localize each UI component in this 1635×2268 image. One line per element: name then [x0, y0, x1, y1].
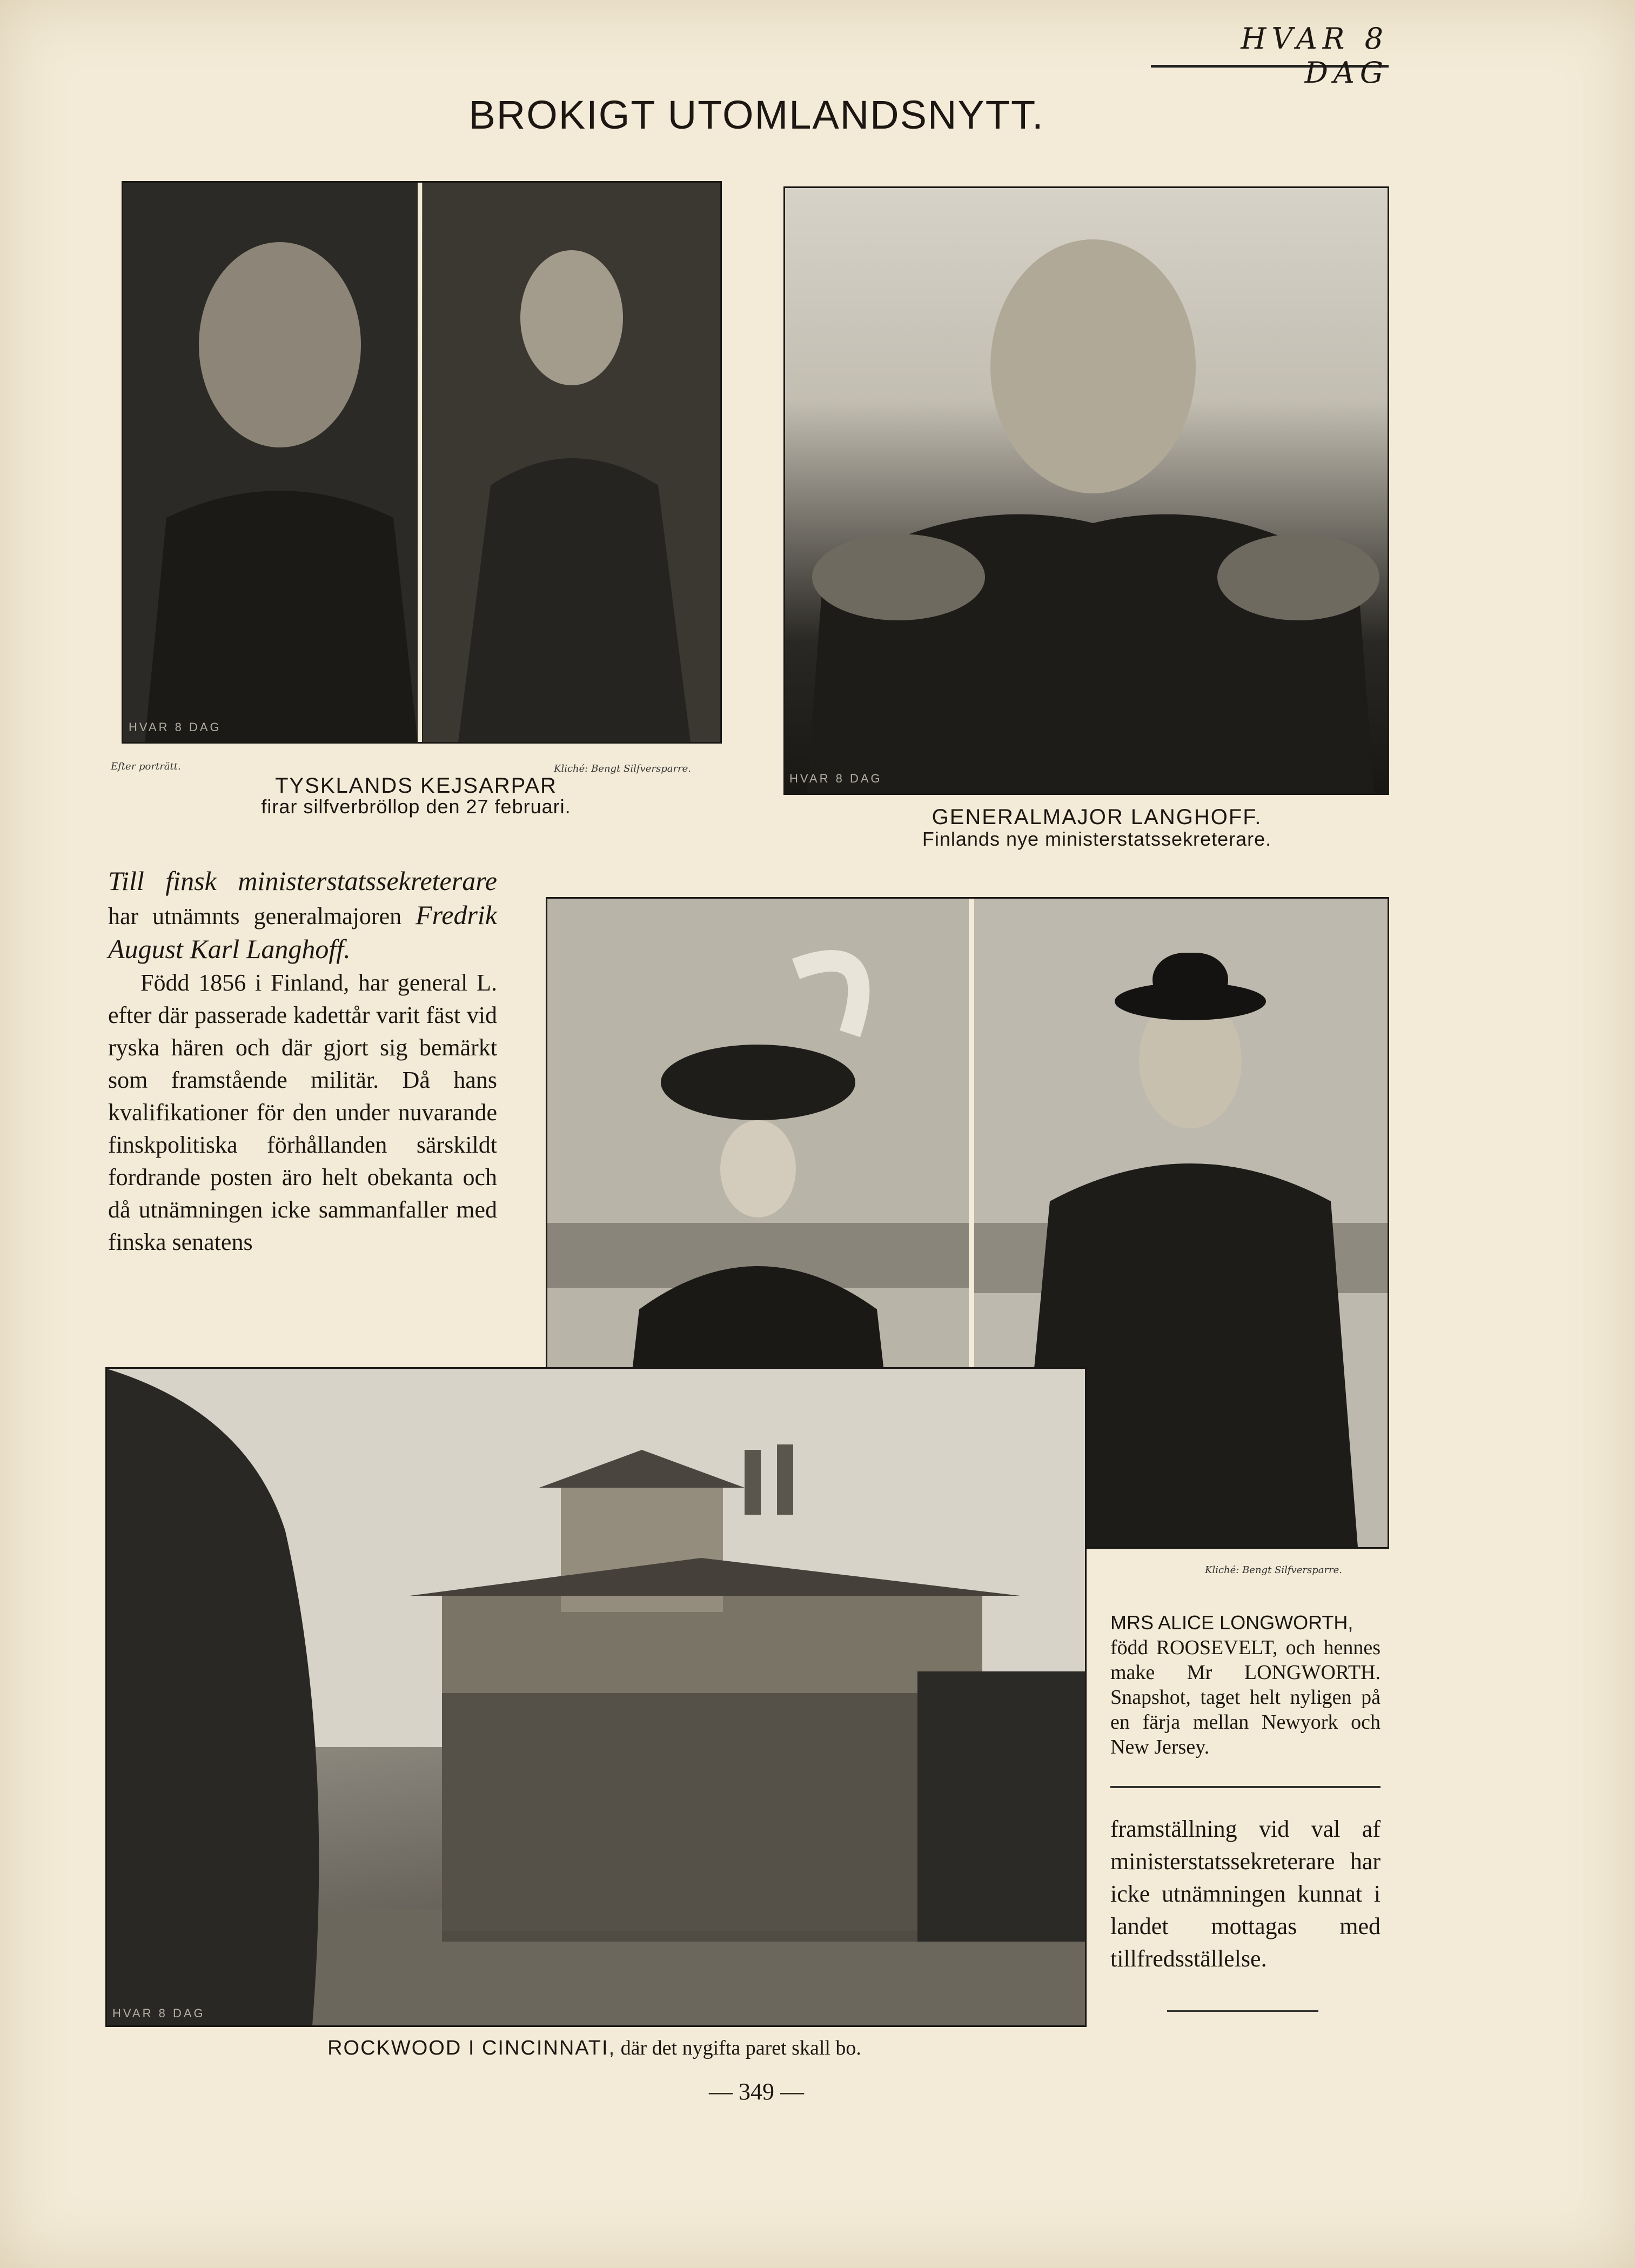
caption-rule: [1110, 1786, 1381, 1788]
article-intro: [108, 865, 497, 1259]
rockwood-caption-sub: där det nygifta paret skall bo.: [620, 2037, 861, 2059]
article-lead-text: har utnämnts generalmajoren: [108, 903, 402, 929]
rockwood-caption: [162, 2036, 1027, 2060]
kaiser-photo-credit-right: Kliché: Bengt Silfversparre.: [554, 763, 692, 774]
longworth-caption-line2: född ROOSEVELT, och hennes make Mr LONGWORTH. Snapshot, taget helt nyligen på en färja mellan Newyork och New Jersey.: [1110, 1636, 1381, 1758]
article-person-name: Fredrik August Karl Langhoff.: [108, 900, 498, 964]
rockwood-house-photo: [105, 1367, 1087, 2027]
longworth-photo-credit: Kliché: Bengt Silfversparre.: [1205, 1564, 1343, 1576]
langhoff-photo-watermark: HVAR 8 DAG: [789, 772, 882, 785]
article-lead-italic: Till finsk ministerstatssekreterare: [108, 866, 497, 896]
langhoff-caption-sub: Finlands nye ministerstatssekreterare.: [922, 828, 1272, 850]
kaiser-caption-title: TYSKLANDS KEJSARPAR: [275, 774, 557, 798]
kaiser-caption-sub: firar silfverbröllop den 27 februari.: [261, 795, 571, 818]
house-photo-watermark: HVAR 8 DAG: [112, 2006, 205, 2020]
article-paragraph-2: Född 1856 i Finland, har general L. efter där passerade kadettår varit fäst vid ryska hären och där gjort sig bemärkt som framstående militär. Då hans kvalifikationer för den under nuvarande finskpolitiska förhållanden särskildt fordrande posten äro helt obekanta och då utnämningen icke sammanfaller med finska senatens: [108, 969, 497, 1255]
longworth-caption-line1: MRS ALICE LONGWORTH,: [1110, 1611, 1353, 1634]
kaiser-photo-watermark: HVAR 8 DAG: [129, 720, 222, 734]
page-number: — 349 —: [709, 2078, 804, 2105]
kaiser-couple-photo: [122, 181, 722, 744]
kaiser-photo-credit-left: Efter porträtt.: [111, 761, 181, 772]
article-lead: [108, 865, 497, 967]
langhoff-portrait-illustration: [785, 188, 1388, 793]
portrait-divider: [418, 183, 422, 742]
masthead: HVAR 8 DAG: [1151, 22, 1389, 68]
page-headline: BROKIGT UTOMLANDSNYTT.: [468, 92, 1044, 137]
langhoff-photo: [783, 186, 1389, 795]
article-continued: framställning vid val af ministerstatssekreterare har icke utnämningen kunnat i landet mottagas med tillfredsställelse.: [1110, 1816, 1381, 1972]
house-illustration: [107, 1369, 1085, 2025]
longworth-caption: [1110, 1610, 1381, 1759]
rockwood-caption-title: ROCKWOOD I CINCINNATI,: [327, 2037, 616, 2059]
langhoff-caption-title: GENERALMAJOR LANGHOFF.: [932, 805, 1262, 829]
article-end-rule: [1167, 2010, 1318, 2012]
